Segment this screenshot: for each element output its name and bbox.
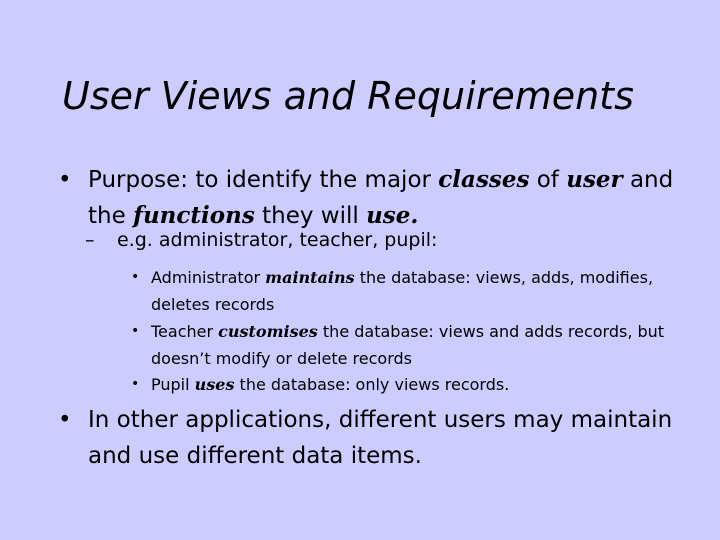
sub-sub-bullet-teacher [131,318,711,372]
sub-bullet-examples [85,226,707,254]
emphasis-user: user [566,166,623,193]
text-segment: Administrator [151,268,266,287]
text-segment: In other applications, different users may maintain and use different data items. [88,407,673,469]
emphasis-maintains: maintains [265,268,355,287]
text-segment: Teacher [151,322,219,341]
dash-marker: – [85,229,95,251]
bullet-marker: • [58,167,72,193]
text-segment: of [529,167,567,193]
sub-sub-bullet-administrator [131,264,711,318]
text-segment: they will [254,203,367,229]
bullet-marker: • [131,269,140,285]
sub-sub-bullet-pupil [131,371,711,398]
text-segment: the database: views and adds records, but doesn’t modify or delete records [151,322,665,368]
text-segment: the database: views, adds, modifies, deletes records [151,268,654,314]
text-segment: the database: only views records. [234,375,510,394]
text-segment: Purpose: to identify the major [88,167,439,193]
emphasis-classes: classes [438,166,530,193]
emphasis-functions: functions [133,202,255,229]
bullet-marker: • [131,323,140,339]
emphasis-use: use. [366,202,419,229]
emphasis-uses: uses [194,375,235,394]
slide-title: User Views and Requirements [62,74,634,118]
bullet-purpose [58,162,698,234]
emphasis-customises: customises [218,322,318,341]
text-segment: and the [88,167,674,229]
text-segment: Pupil [151,375,195,394]
bullet-marker: • [58,407,72,433]
bullet-other-applications [58,402,698,474]
bullet-marker: • [131,376,140,392]
text-segment: e.g. administrator, teacher, pupil: [117,229,438,251]
